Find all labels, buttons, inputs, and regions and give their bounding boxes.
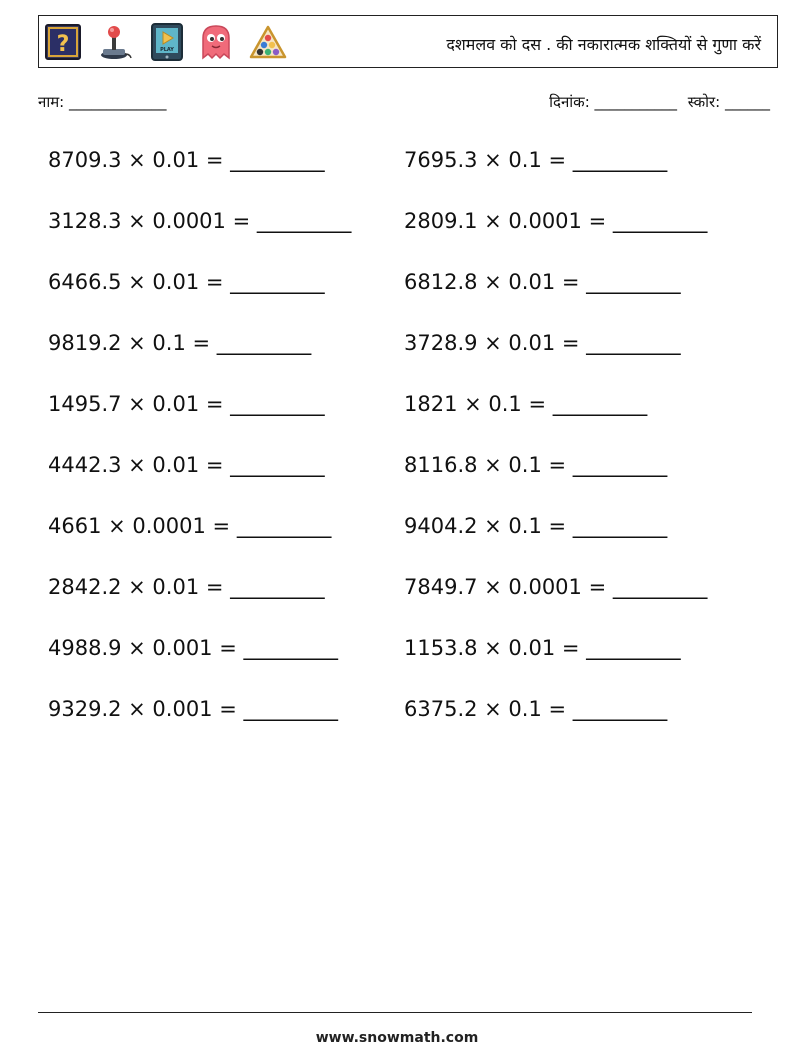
problem-8-right: 7849.7 × 0.0001 = _________ [404, 575, 708, 599]
problem-8-left: 2842.2 × 0.01 = _________ [48, 575, 325, 599]
footer-website: www.snowmath.com [315, 1030, 479, 1046]
date-field-label: दिनांक: ___________ [549, 93, 678, 111]
date-score-fields [543, 92, 770, 112]
problem-9-left: 4988.9 × 0.001 = _________ [48, 636, 338, 660]
problem-10-right: 6375.2 × 0.1 = _________ [404, 697, 668, 721]
svg-text:?: ? [56, 32, 70, 57]
problem-5-right: 1821 × 0.1 = _________ [404, 392, 648, 416]
worksheet-header [38, 15, 778, 68]
footer-divider [38, 1012, 752, 1013]
name-field-label: नाम: _____________ [38, 93, 167, 111]
problem-1-left: 8709.3 × 0.01 = _________ [48, 148, 325, 172]
problem-7-right: 9404.2 × 0.1 = _________ [404, 514, 668, 538]
ghost-icon [201, 24, 231, 60]
worksheet-title: दशमलव को दस . की नकारात्मक शक्तियों से गुणा करें [446, 35, 761, 54]
problem-10-left: 9329.2 × 0.001 = _________ [48, 697, 338, 721]
problem-4-left: 9819.2 × 0.1 = _________ [48, 331, 312, 355]
problem-5-left: 1495.7 × 0.01 = _________ [48, 392, 325, 416]
problem-2-left: 3128.3 × 0.0001 = _________ [48, 209, 352, 233]
joystick-icon [99, 24, 133, 60]
play-tablet-icon [151, 23, 183, 61]
problem-1-right: 7695.3 × 0.1 = _________ [404, 148, 668, 172]
problem-7-left: 4661 × 0.0001 = _________ [48, 514, 332, 538]
problem-2-right: 2809.1 × 0.0001 = _________ [404, 209, 708, 233]
svg-text:PLAY: PLAY [160, 47, 174, 53]
problem-4-right: 3728.9 × 0.01 = _________ [404, 331, 681, 355]
score-field-label: स्कोर: ______ [687, 93, 770, 111]
problem-3-right: 6812.8 × 0.01 = _________ [404, 270, 681, 294]
header-icons [45, 23, 287, 61]
student-info-row [38, 92, 770, 116]
problem-9-right: 1153.8 × 0.01 = _________ [404, 636, 681, 660]
problem-6-left: 4442.3 × 0.01 = _________ [48, 453, 325, 477]
billiard-rack-icon [249, 25, 287, 59]
problem-3-left: 6466.5 × 0.01 = _________ [48, 270, 325, 294]
question-box-icon [45, 24, 81, 60]
problem-6-right: 8116.8 × 0.1 = _________ [404, 453, 668, 477]
